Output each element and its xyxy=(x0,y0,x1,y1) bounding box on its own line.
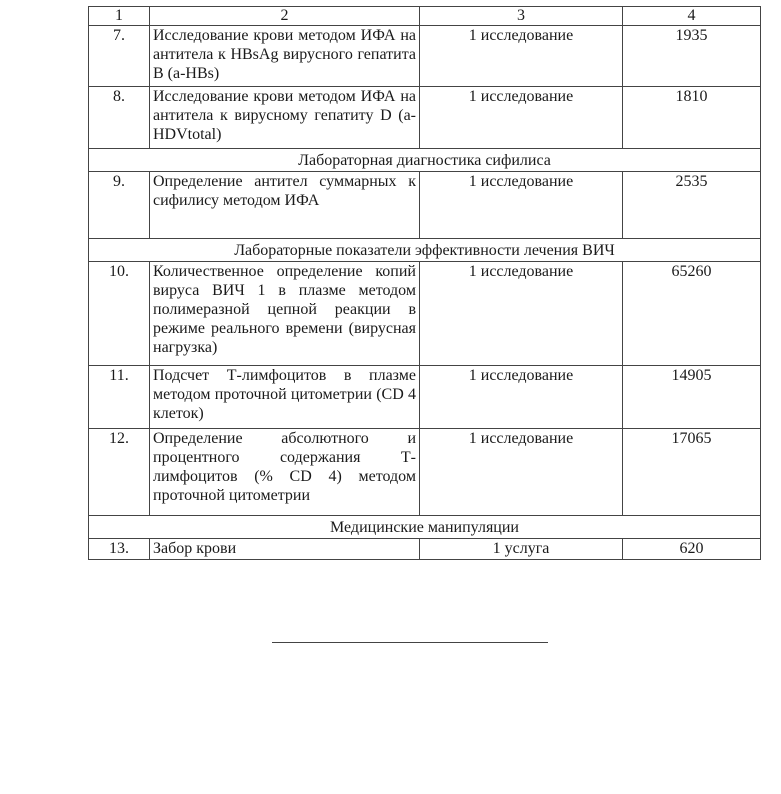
header-col-1: 1 xyxy=(89,7,150,26)
table-row xyxy=(89,366,761,429)
service-name: Исследование крови методом ИФА на антитела к вирусному гепатиту D (a-HDVtotal) xyxy=(150,87,420,149)
section-row xyxy=(89,239,761,262)
row-number: 9. xyxy=(89,172,150,239)
service-unit: 1 услуга xyxy=(420,539,623,560)
section-title: Лабораторная диагностика сифилиса xyxy=(89,149,761,172)
row-number: 11. xyxy=(89,366,150,429)
row-number: 13. xyxy=(89,539,150,560)
section-row xyxy=(89,149,761,172)
header-col-3: 3 xyxy=(420,7,623,26)
table-row xyxy=(89,26,761,87)
service-unit: 1 исследование xyxy=(420,26,623,87)
service-name: Исследование крови методом ИФА на антитела к HBsAg вирусного гепатита В (a-HBs) xyxy=(150,26,420,87)
table-row xyxy=(89,172,761,239)
table-row xyxy=(89,429,761,516)
service-unit: 1 исследование xyxy=(420,87,623,149)
service-price: 14905 xyxy=(623,366,761,429)
service-price: 65260 xyxy=(623,262,761,366)
section-row xyxy=(89,516,761,539)
section-title: Лабораторные показатели эффективности лечения ВИЧ xyxy=(89,239,761,262)
row-number: 7. xyxy=(89,26,150,87)
service-name: Определение антител суммарных к сифилису методом ИФА xyxy=(150,172,420,239)
header-col-4: 4 xyxy=(623,7,761,26)
table-row xyxy=(89,87,761,149)
service-unit: 1 исследование xyxy=(420,429,623,516)
header-col-2: 2 xyxy=(150,7,420,26)
service-unit: 1 исследование xyxy=(420,366,623,429)
section-title: Медицинские манипуляции xyxy=(89,516,761,539)
row-number: 12. xyxy=(89,429,150,516)
table-row xyxy=(89,539,761,560)
service-name: Забор крови xyxy=(150,539,420,560)
table-row xyxy=(89,262,761,366)
service-name: Определение абсолютного и процентного содержания Т-лимфоцитов (% CD 4) методом проточной цитометрии xyxy=(150,429,420,516)
table-header-row xyxy=(89,7,761,26)
row-number: 8. xyxy=(89,87,150,149)
service-price: 1810 xyxy=(623,87,761,149)
price-table xyxy=(88,6,761,560)
service-name: Подсчет Т-лимфоцитов в плазме методом проточной цитометрии (CD 4 клеток) xyxy=(150,366,420,429)
service-price: 620 xyxy=(623,539,761,560)
service-name: Количественное определение копий вируса ВИЧ 1 в плазме методом полимеразной цепной реакции в режиме реального времени (вирусная нагрузка) xyxy=(150,262,420,366)
service-unit: 1 исследование xyxy=(420,172,623,239)
service-price: 2535 xyxy=(623,172,761,239)
row-number: 10. xyxy=(89,262,150,366)
service-price: 1935 xyxy=(623,26,761,87)
service-unit: 1 исследование xyxy=(420,262,623,366)
service-price: 17065 xyxy=(623,429,761,516)
signature-line xyxy=(272,642,548,643)
